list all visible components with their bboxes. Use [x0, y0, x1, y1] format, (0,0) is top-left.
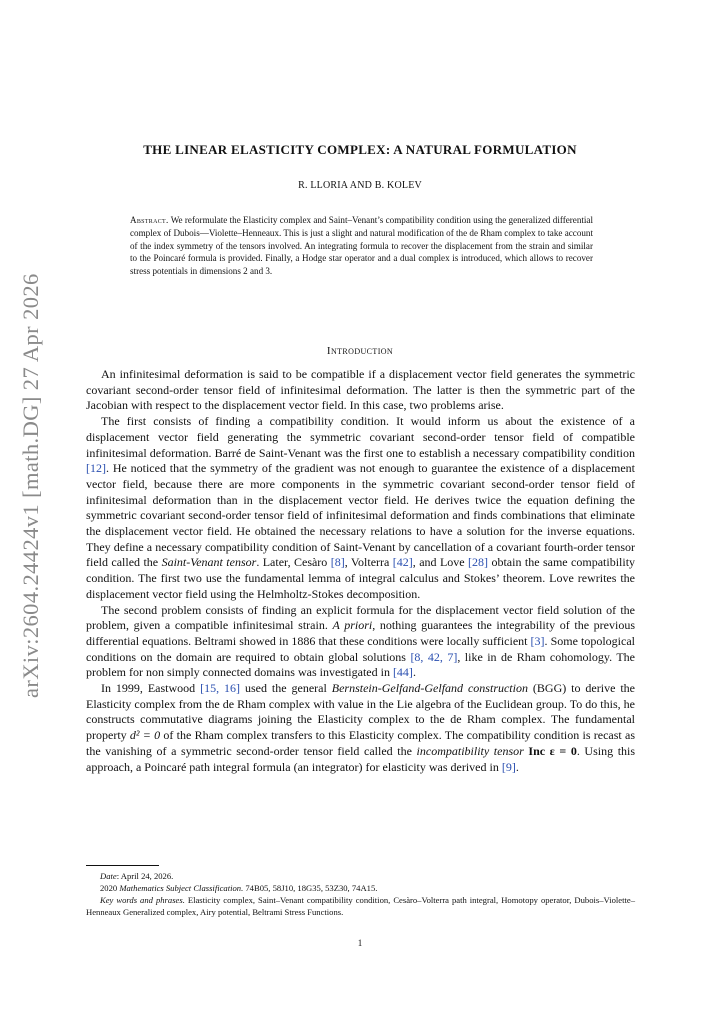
citation-link[interactable]: [12] — [86, 461, 106, 476]
footnote-label: Date — [100, 871, 117, 881]
text-run: . He noticed that the symmetry of the gradient was not enough to guarantee the existence of a displacement vector field, because there are more components in the symmetric covariant second-order tensor field of infinitesimal deformation than in the displacement vector field. He derives twice the equation defining the symmetric covariant second-order tensor field of infinitesimal deformation and finds combinations that eliminate the displacement vector field. He obtained the necessary relations to have a solution for the inverse equations. They define a necessary compatibility condition of Saint-Venant by cancellation of a covariant fourth-order tensor field called the — [86, 461, 635, 570]
text-run: . Some topological conditions on the domain are required to obtain global solutions — [86, 633, 635, 664]
abstract-label: Abstract. — [130, 215, 169, 225]
text-run: , Volterra — [344, 555, 393, 570]
citation-link[interactable]: [42] — [392, 555, 413, 570]
footnote-date — [86, 870, 635, 882]
paper-authors: R. LLORIA AND B. KOLEV — [298, 180, 422, 191]
arxiv-identifier[interactable]: arXiv:2604.24424v1 [math.DG] 27 Apr 2026 — [18, 273, 43, 698]
emphasis: Saint-Venant tensor — [161, 555, 257, 570]
abstract — [130, 214, 593, 278]
paragraph-4 — [86, 681, 635, 775]
text-run: The second problem consists of finding an explicit formula for the displacement vector field solution of the problem, given a compatible infinitesimal strain. — [86, 602, 635, 633]
section-heading-introduction: Introduction — [326, 345, 394, 357]
emphasis: Bernstein-Gelfand-Gelfand construction — [331, 681, 528, 696]
citation-link[interactable]: [9] — [501, 759, 516, 774]
footnote-label: Key words and phrases. — [100, 895, 185, 905]
text-run: used the general — [240, 681, 332, 696]
text-run: , and Love — [412, 555, 469, 570]
text-run: . — [515, 759, 519, 774]
text-run: , nothing guarantees the integrability of the previous differential equations. Beltrami showed in 1886 that these conditions were locally sufficient — [86, 618, 635, 648]
paragraph-3 — [86, 603, 635, 682]
citation-link[interactable]: [8, 42, 7] — [410, 649, 458, 664]
footnote-msc — [86, 882, 635, 894]
text-run: In 1999, Eastwood — [101, 681, 201, 696]
math-inline: d² = 0 — [129, 728, 161, 743]
text-run: . Later, Cesàro — [256, 555, 331, 570]
footnote-text: 74B05, 58J10, 18G35, 53Z30, 74A15. — [243, 883, 378, 893]
text-run: of the Rham complex transfers to this Elasticity complex. The compatibility condition is recast as the vanishing of a symmetric second-order tensor field called the — [86, 728, 636, 758]
text-run: obtain the same compatibility condition. The first two use the fundamental lemma of integral calculus and Stokes’ theorem. Love rewrites the displacement vector field using the Helmholtz-Stokes decomposition. — [86, 555, 636, 601]
page-number: 1 — [357, 938, 363, 948]
text-run: The first consists of finding a compatibility condition. It would inform us about the existence of a displacement vector field generating the symmetric covariant second-order tensor field of compatible infinitesimal deformation. Barré de Saint-Venant was the first one to establish a necessary compatibility condition — [86, 414, 635, 460]
paragraph-2 — [86, 414, 635, 602]
math-inline: Inc ε = 0 — [528, 743, 577, 758]
text-run: . Using this approach, a Poincaré path integral formula (an integrator) for elasticity was derived in — [86, 743, 636, 774]
paragraph-1: An infinitesimal deformation is said to be compatible if a displacement vector field generates the symmetric covariant second-order tensor field of infinitesimal deformation. The latter is then the symmetric part of the Jacobian with respect to the displacement vector field. In this case, two problems arise. — [86, 367, 635, 413]
citation-link[interactable]: [28] — [468, 555, 489, 570]
footnote-label: Mathematics Subject Classification. — [119, 883, 244, 893]
citation-link[interactable]: [44] — [392, 665, 413, 680]
footnote-keywords — [86, 894, 635, 918]
footnote-label: 2020 — [100, 883, 120, 893]
emphasis: incompatibility tensor — [416, 743, 524, 758]
text-run: (BGG) to derive the Elasticity complex from the de Rham complex with value in the Lie algebra of the Euclidean group. To do this, he constructs commutative diagrams joining the Elasticity complex to the de Rham complex. The fundamental property — [86, 681, 636, 743]
footnote-text: Elasticity complex, Saint–Venant compatibility condition, Cesàro–Volterra path integral, Homotopy operator, Dubois–Violette–Henneaux Generalized complex, Airy potential, Beltrami Stress Functions. — [86, 895, 635, 917]
introduction-body — [86, 367, 635, 775]
abstract-text: We reformulate the Elasticity complex and Saint–Venant’s compatibility condition using the generalized differential complex of Dubois—Violette–Henneaux. This is just a slight and natural modification of the de Rham complex to take account of the index symmetry of the tensors involved. An integrating formula to recover the displacement from the strain and similar to the Poincaré formula is provided. Finally, a Hodge star operator and a dual complex is introduced, which allows to recover stress potentials in dimensions 2 and 3. — [130, 215, 593, 277]
text-run: , like in de Rham cohomology. The problem for non simply connected domains was investigated in — [86, 649, 635, 680]
citation-link[interactable]: [3] — [530, 633, 545, 648]
emphasis: A priori — [332, 618, 373, 633]
paper-title: THE LINEAR ELASTICITY COMPLEX: A NATURAL FORMULATION — [143, 142, 577, 157]
citation-link[interactable]: [15, 16] — [200, 681, 241, 696]
citation-link[interactable]: [8] — [330, 555, 345, 570]
footnote-rule — [86, 865, 159, 866]
text-run: . — [412, 665, 416, 680]
footnotes — [86, 870, 635, 918]
footnote-text: : April 24, 2026. — [116, 871, 174, 881]
